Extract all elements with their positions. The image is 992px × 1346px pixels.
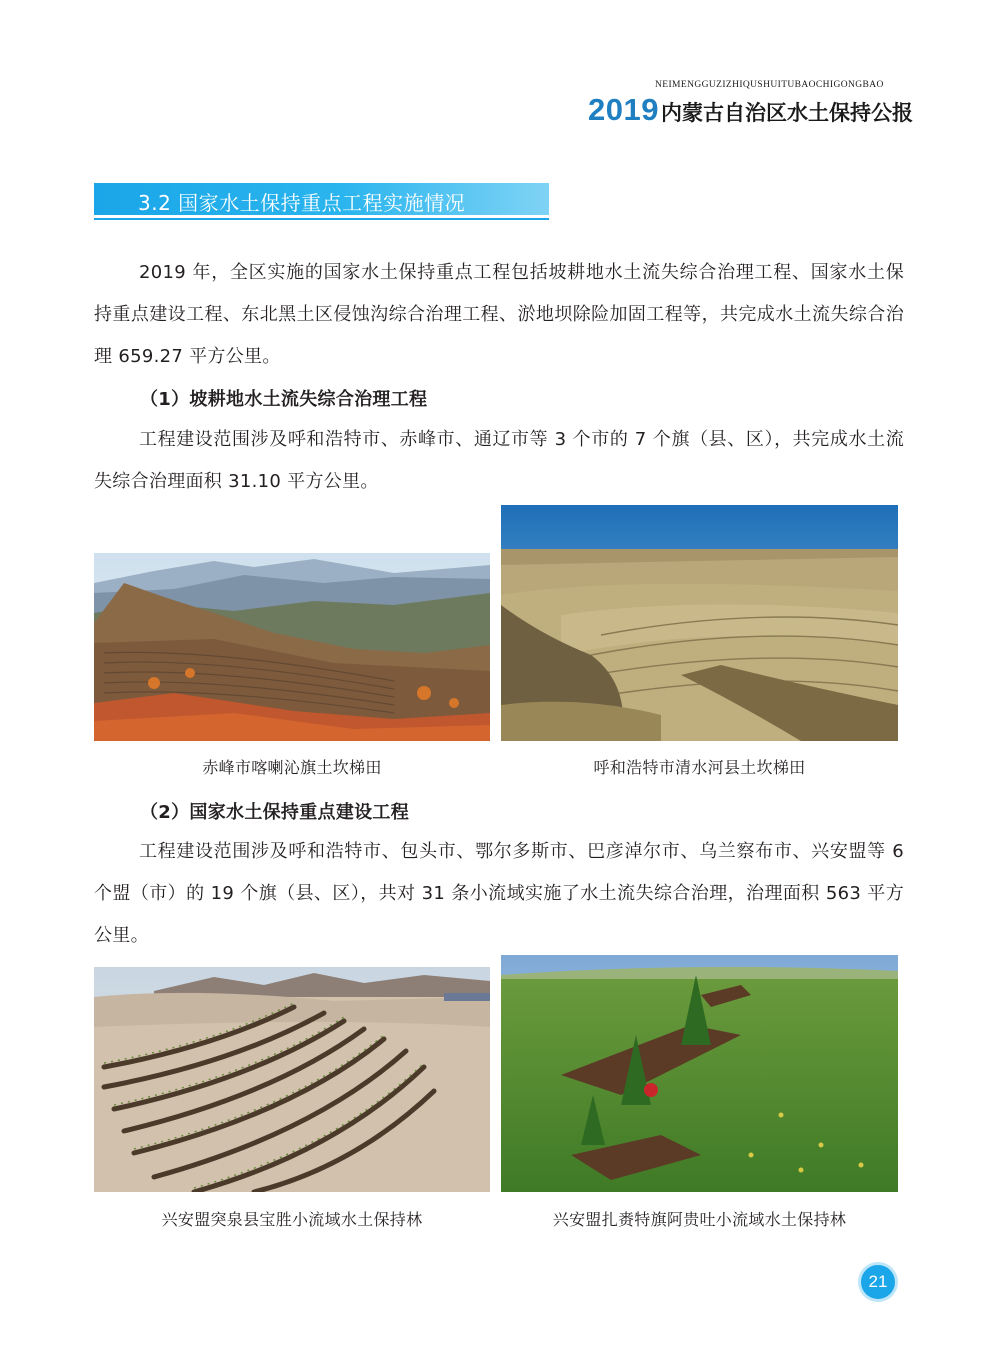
photo-caption: 呼和浩特市清水河县土坎梯田 <box>593 758 806 777</box>
project1-heading: （1）坡耕地水土流失综合治理工程 <box>140 389 428 410</box>
report-title <box>588 92 913 128</box>
section-heading-bar <box>94 183 549 215</box>
project2-paragraph: 工程建设范围涉及呼和浩特市、包头市、鄂尔多斯市、巴彦淖尔市、乌兰察布市、兴安盟等 6 个盟（市）的 19 个旗（县、区），共对 31 条小流域实施了水土流失综合治理，治理面积 563 平方公里。 <box>94 841 904 946</box>
page-number-badge: 21 <box>858 1262 898 1302</box>
photo-caption: 兴安盟突泉县宝胜小流域水土保持林 <box>161 1210 423 1229</box>
photo-aguitu-forest <box>501 955 898 1192</box>
header-pinyin: NEIMENGGUZIZHIQUSHUITUBAOCHIGONGBAO <box>655 80 884 90</box>
photo-chifeng-terraces <box>94 553 490 741</box>
photo-baosheng-forest <box>94 967 490 1192</box>
photo-qingshuihe-terraces <box>501 505 898 741</box>
project1-paragraph: 工程建设范围涉及呼和浩特市、赤峰市、通辽市等 3 个市的 7 个旗（县、区），共完成水土流失综合治理面积 31.10 平方公里。 <box>94 429 904 492</box>
intro-paragraph: 2019 年，全区实施的国家水土保持重点工程包括坡耕地水土流失综合治理工程、国家水土保持重点建设工程、东北黑土区侵蚀沟综合治理工程、淤地坝除险加固工程等，共完成水土流失综合治理 659.27 平方公里。 <box>94 262 904 367</box>
project2-heading: （2）国家水土保持重点建设工程 <box>140 802 410 823</box>
report-name: 内蒙古自治区水土保持公报 <box>660 101 913 125</box>
photo-caption: 兴安盟扎赉特旗阿贵吐小流域水土保持林 <box>552 1210 847 1229</box>
photo-caption: 赤峰市喀喇沁旗土坎梯田 <box>202 758 382 777</box>
report-year: 2019 <box>588 92 659 127</box>
section-title: 3.2 国家水土保持重点工程实施情况 <box>138 191 466 215</box>
